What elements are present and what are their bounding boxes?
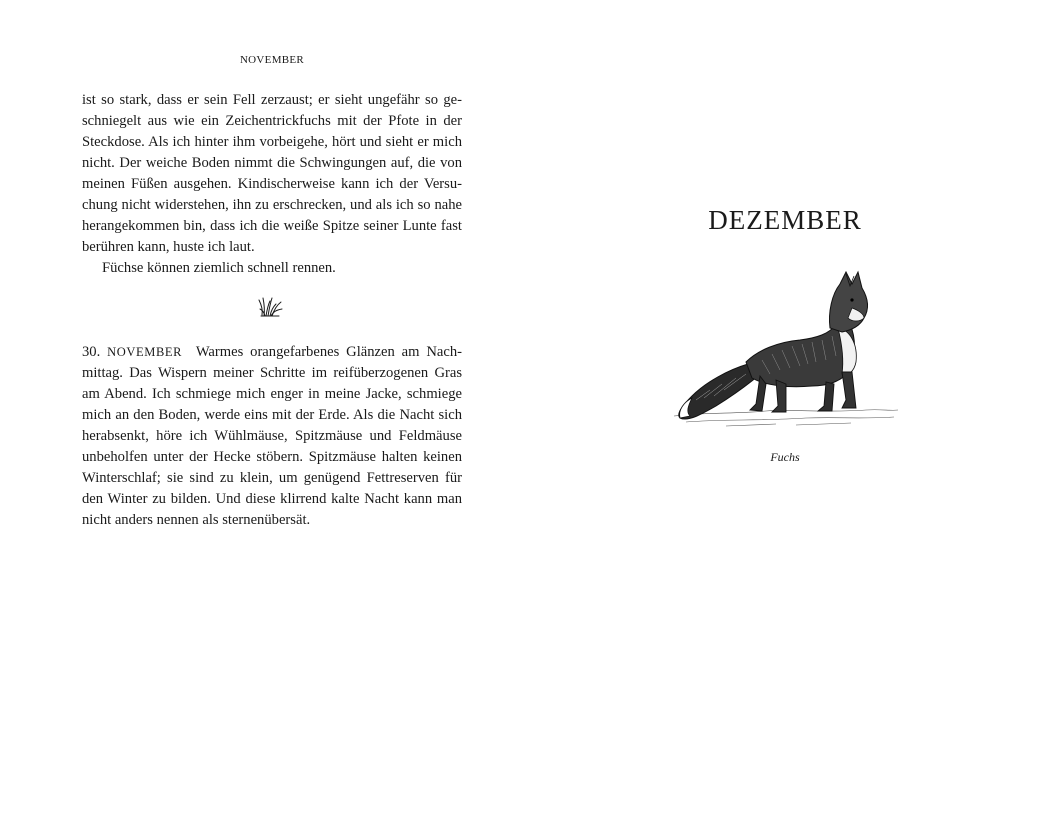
fox-illustration-icon	[666, 264, 902, 444]
text-line: nicht anders nennen als sternenübersät.	[82, 512, 311, 528]
text-line: herabsenkt, höre ich Wühlmäuse, Spitzmäuse und Feldmäuse	[82, 428, 462, 444]
paragraph-foxes-run: Füchse können ziemlich schnell rennen.	[102, 260, 336, 276]
text-line: berühren kann, huste ich laut.	[82, 239, 255, 255]
text-line: unbeholfen unter der Hecke stöbern. Spitzmäuse halten keinen	[82, 449, 462, 465]
text-line: nicht. Der weiche Boden nimmt die Schwingungen auf, die von	[82, 155, 462, 171]
running-head: NOVEMBER	[239, 54, 305, 66]
grass-tuft-ornament-icon	[258, 295, 284, 319]
text-line: Steckdose. Als ich hinter ihm vorbeigehe, hört und sieht er mich	[82, 134, 462, 150]
paragraph-continuation	[82, 90, 462, 279]
entry-first-line: Warmes orangefarbenes Glänzen am Nach-	[195, 344, 462, 360]
chapter-title: DEZEMBER	[708, 205, 862, 235]
text-line: chung nicht widerstehen, ihn zu erschrecken, und als ich so nahe	[82, 197, 462, 213]
entry-date-number: 30.	[82, 344, 101, 360]
text-line: mittag. Das Wispern meiner Schritte im reifüberzogenen Gras	[82, 365, 462, 381]
text-line: herangekommen bin, dass ich die weiße Spitze seiner Lunte fast	[82, 218, 462, 234]
text-line: schniegelt aus wie ein Zeichentrickfuchs mit der Pfote in der	[82, 113, 462, 129]
text-line	[82, 342, 462, 363]
entry-date-month: NOVEMBER	[107, 345, 183, 359]
text-line: den Winter zu bilden. Und diese klirrend kalte Nacht kann man	[82, 491, 462, 507]
text-line: mich an den Boden, werde eins mit der Erde. Als die Nacht sich	[82, 407, 462, 423]
text-line: am Abend. Ich schmiege mich enger in meine Jacke, schmiege	[82, 386, 462, 402]
text-line: Winterschlaf; sie sind zu klein, um genügend Fettreserven für	[82, 470, 462, 486]
diary-entry-30-november	[82, 342, 462, 531]
text-line: meinen Füßen ausgehen. Kindischerweise kann ich der Versu-	[82, 176, 462, 192]
text-line: ist so stark, dass er sein Fell zerzaust; er sieht ungefähr so ge-	[82, 92, 462, 108]
illustration-caption: Fuchs	[770, 450, 800, 464]
